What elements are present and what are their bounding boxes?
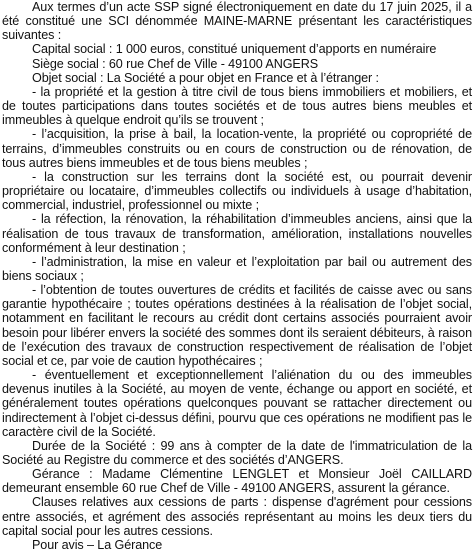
paragraph-siege: Siège social : 60 rue Chef de Ville - 49100 ANGERS — [32, 56, 318, 71]
paragraph-objet-item-1: - la propriété et la gestion à titre civil de tous biens immobiliers et mobiliers, et de toutes participations dans toutes sociétés et de tous autres biens meubles et immeubles à quelque endroit qu’ils se trouvent ; — [2, 84, 472, 128]
paragraph-objet-item-7: - éventuellement et exceptionnellement l’aliénation du ou des immeubles devenus inutiles à la Société, au moyen de vente, échange ou apport en société, et généralement toutes opérations quelconques pouvant se rattacher directement ou indirectement à l’objet ci-dessus défini, pourvu que ces opérations ne modifient pas le caractère civil de la Société. — [2, 368, 472, 439]
paragraph-objet-item-3: - la construction sur les terrains dont la société est, ou pourrait devenir propriétaire ou locataire, d’immeubles collectifs ou individuels à usage d’habitation, commercial, industriel, professionnel ou mixte ; — [2, 169, 472, 213]
paragraph-intro: Aux termes d’un acte SSP signé électroniquement en date du 17 juin 2025, il a été constitué une SCI dénommée MAINE-MARNE présentant les caractéristiques suivantes : — [2, 0, 472, 43]
paragraph-objet-item-4: - la réfection, la rénovation, la réhabilitation d’immeubles anciens, ainsi que la réalisation de tous travaux de transformation, amélioration, installations nouvelles conformément à leur destination ; — [2, 212, 472, 255]
paragraph-objet-item-5: - l’administration, la mise en valeur et l’exploitation par bail ou autrement des biens sociaux ; — [2, 254, 472, 283]
paragraph-signoff: Pour avis – La Gérance — [32, 537, 163, 552]
paragraph-objet-item-6: - l’obtention de toutes ouvertures de crédits et facilités de caisse avec ou sans garantie hypothécaire ; toutes opérations destinées à la réalisation de l’objet social, notamment en facilitant le recours au crédit dont certains associés pourraient avoir besoin pour libérer envers la société des sommes dont ils seraient débiteurs, à raison de l’exécution des travaux de construction respectivement de réalisation de l’objet social et ce, par voie de caution hypothécaires ; — [2, 283, 472, 368]
paragraph-clauses: Clauses relatives aux cessions de parts : dispense d'agrément pour cessions entre associés, et agrément des associés représentant au moins les deux tiers du capital social pour les autres cessions. — [2, 495, 472, 538]
paragraph-objet-item-2: - l’acquisition, la prise à bail, la location-vente, la propriété ou copropriété de terrains, d’immeubles construits ou en cours de construction ou de rénovation, de tous autres biens immeubles et de tous biens meubles ; — [2, 127, 472, 170]
paragraph-duree: Durée de la Société : 99 ans à compter de la date de l'immatriculation de la Société au Registre du commerce et des sociétés d’ANGERS. — [2, 438, 472, 467]
paragraph-objet: Objet social : La Société a pour objet en France et à l’étranger : — [32, 70, 379, 85]
paragraph-gerance: Gérance : Madame Clémentine LENGLET et Monsieur Joël CAILLARD demeurant ensemble 60 rue Chef de Ville - 49100 ANGERS, assurent la gérance. — [2, 467, 472, 496]
paragraph-capital: Capital social : 1 000 euros, constitué uniquement d’apports en numéraire — [32, 42, 437, 57]
